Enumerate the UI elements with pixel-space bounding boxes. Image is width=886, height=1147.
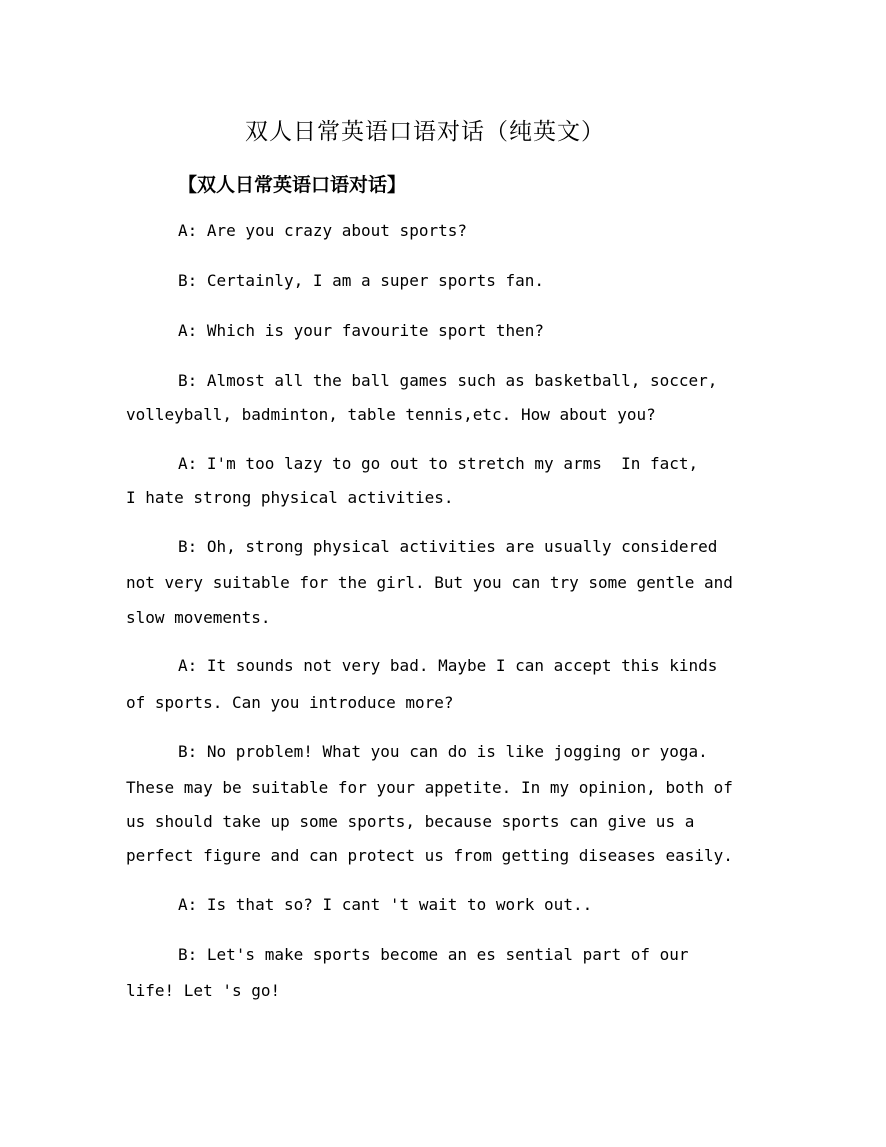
- dialogue-line: volleyball, badminton, table tennis,etc. How about you?: [126, 405, 656, 424]
- document-title: 双人日常英语口语对话（纯英文）: [245, 119, 605, 145]
- dialogue-line: B: Certainly, I am a super sports fan.: [178, 271, 545, 290]
- dialogue-line: us should take up some sports, because sports can give us a: [126, 812, 695, 831]
- dialogue-line: of sports. Can you introduce more?: [126, 693, 454, 712]
- dialogue-line: A: Are you crazy about sports?: [178, 221, 467, 240]
- dialogue-line: A: I'm too lazy to go out to stretch my arms In fact,: [178, 454, 699, 473]
- dialogue-line: B: Almost all the ball games such as basketball, soccer,: [178, 371, 718, 390]
- dialogue-line: A: It sounds not very bad. Maybe I can accept this kinds: [178, 656, 718, 675]
- dialogue-line: perfect figure and can protect us from getting diseases easily.: [126, 846, 733, 865]
- dialogue-line: I hate strong physical activities.: [126, 488, 454, 507]
- dialogue-line: slow movements.: [126, 608, 271, 627]
- dialogue-line: not very suitable for the girl. But you can try some gentle and: [126, 573, 733, 592]
- section-heading: 【双人日常英语口语对话】: [178, 174, 407, 196]
- dialogue-line: B: Let's make sports become an es sential part of our: [178, 945, 689, 964]
- dialogue-line: B: Oh, strong physical activities are usually considered: [178, 537, 718, 556]
- dialogue-line: A: Is that so? I cant 't wait to work out..: [178, 895, 593, 914]
- dialogue-line: life! Let 's go!: [126, 981, 281, 1000]
- dialogue-line: These may be suitable for your appetite. In my opinion, both of: [126, 778, 733, 797]
- dialogue-line: B: No problem! What you can do is like jogging or yoga.: [178, 742, 708, 761]
- dialogue-line: A: Which is your favourite sport then?: [178, 321, 545, 340]
